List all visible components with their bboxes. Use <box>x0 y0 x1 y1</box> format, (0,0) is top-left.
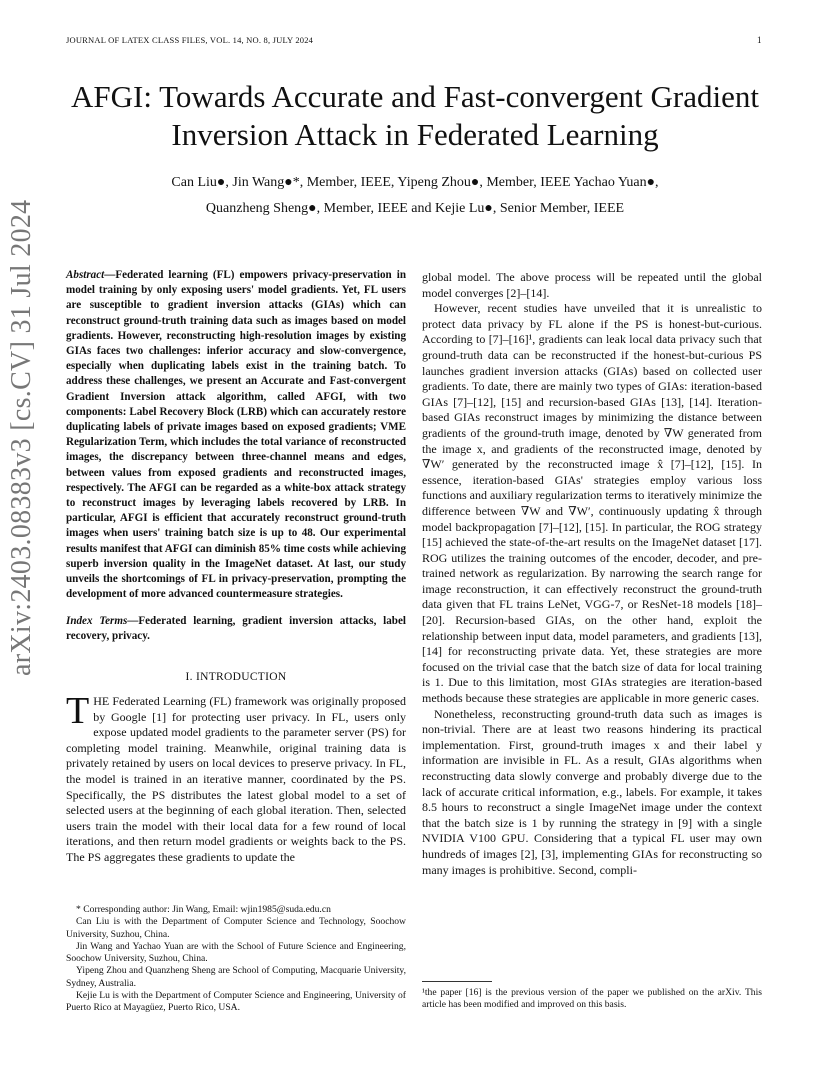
abstract-text: —Federated learning (FL) empowers privacy-preservation in model training by only exposing users' model gradients. Yet, FL users are susceptible to gradient inversion attacks (GIAs) which can reconstruct ground-truth training data such as images based on model gradients. However, reconstructing high-resolution images by existing GIAs faces two challenges: inferior accuracy and slow-convergence, especially when duplicating labels exist in the training batch. To address these challenges, we present an Accurate and Fast-convergent Gradient Inversion attack algorithm, called AFGI, with two components: Label Recovery Block (LRB) which can accurately restore duplicating labels of private images based on exposed gradients; VME Regularization Term, which includes the total variance of reconstructed images, the discrepancy between three-channel means and edges, between values from exposed gradients and reconstructed images, respectively. The AFGI can be regarded as a white-box attack strategy to reconstruct images by leveraging labels recovered by LRB. In particular, AFGI is efficient that accurately reconstruct ground-truth images when users' training batch size is up to 48. Our experimental results manifest that AFGI can diminish 85% time costs while achieving superb inversion quality in the ImageNet dataset. At last, our study unveils the shortcomings of FL in privacy-preservation, prompting the development of more advanced countermeasure strategies. <box>66 269 407 601</box>
intro-paragraph <box>66 690 406 866</box>
author-list <box>40 170 790 222</box>
index-terms <box>66 614 406 644</box>
section-heading: I. INTRODUCTION <box>185 671 287 683</box>
footnote: Can Liu is with the Department of Computer Science and Technology, Soochow University, Suzhou, China. <box>66 916 406 940</box>
abstract-label: Abstract <box>66 269 105 281</box>
footnote-rule <box>422 981 492 982</box>
index-terms-text: —Federated learning, gradient inversion attacks, label recovery, privacy. <box>66 615 406 643</box>
right-column-body <box>422 270 762 878</box>
footnote: * Corresponding author: Jin Wang, Email: wjin1985@suda.edu.cn <box>76 904 331 915</box>
intro-text: HE Federated Learning (FL) framework was originally proposed by Google [1] for protecting user privacy. In FL, users only expose updated model gradients to the parameter server (PS) for completing model training. Meanwhile, original training data is privately retained by users on local devices to preserve privacy. In FL, the model is trained in an iterative manner, coordinated by the PS. Specifically, the PS distributes the latest global model to a set of selected users at the beginning of each global iteration. Then, selected users train the model with their local data for a few round of local iterations, and then return model gradients or weights back to the PS. The PS aggregates these gradients to update the <box>66 694 406 864</box>
footnote: Jin Wang and Yachao Yuan are with the School of Future Science and Engineering, Soochow University, Suzhou, China. <box>66 940 406 965</box>
abstract <box>66 268 406 602</box>
drop-cap: T <box>66 690 90 732</box>
author-line-1: Can Liu●, Jin Wang●*, Member, IEEE, Yipeng Zhou●, Member, IEEE Yachao Yuan●, <box>171 175 659 190</box>
footnote: Yipeng Zhou and Quanzheng Sheng are School of Computing, Macquarie University, Sydney, Australia. <box>66 965 406 989</box>
right-footnote: ¹the paper [16] is the previous version of the paper we published on the arXiv. This article has been modified and improved on this basis. <box>422 987 762 1011</box>
arxiv-stamp: arXiv:2403.08383v3 [cs.CV] 31 Jul 2024 <box>6 199 37 676</box>
footnotes <box>66 904 406 1015</box>
footnote: Kejie Lu is with the Department of Computer Science and Engineering, University of Puerto Rico at Mayagüez, Puerto Rico, USA. <box>66 990 406 1014</box>
author-line-2: Quanzheng Sheng●, Member, IEEE and Kejie Lu●, Senior Member, IEEE <box>205 201 625 216</box>
body-paragraph: However, recent studies have unveiled that it is unrealistic to protect data privacy by FL alone if the PS is honest-but-curious. According to [7]–[16]¹, gradients can leak local data privacy such that ground-truth data can be reconstructed if the honest-but-curious PS launches gradient inversion attacks (GIAs) based on collected user gradients. To date, there are mainly two types of GIAs: iteration-based GIAs [7]–[12], [15] and recursion-based GIAs [13], [14]. Iteration-based GIAs reconstruct images by minimizing the distance between gradients of the ground-truth image, denoted by ∇W generated from the image x, and gradients of the reconstructed image, denoted by ∇W′ generated by the reconstructed image x̂ [7]–[12], [15]. In essence, iteration-based GIAs' strategies employ various loss functions and auxiliary regularization terms to iteratively minimize the difference between ∇W and ∇W′, continuously updating x̂ through model backpropagation [7]–[12], [15]. In particular, the ROG strategy [15] achieved the state-of-the-art results on the ImageNet dataset [17]. ROG utilizes the training outcomes of the encoder, decoder, and pre-trained network as regularization. By narrowing the search range for image reconstruction, it can effectively reconstruct the ground-truth data given that FL trains LeNet, VGG-7, or ResNet-18 models [18]–[20]. Recursion-based GIAs, on the other hand, exploit the relationship between input data, model parameters, and gradients [13], [14] for reconstructing private data. Yet, these strategies are more focused on the trivial case that the batch size of data for local training is 1. Due to this limitation, most GIAs strategies are iteration-based methods because these strategies are applicable in more generic cases. <box>422 301 762 706</box>
body-paragraph: global model. The above process will be repeated until the global model converges [2]–[14]. <box>422 270 762 300</box>
index-terms-label: Index Terms <box>66 615 128 627</box>
paper-title: AFGI: Towards Accurate and Fast-convergent Gradient Inversion Attack in Federated Learning <box>71 79 759 152</box>
body-paragraph: Nonetheless, reconstructing ground-truth data such as images is non-trivial. There are at least two reasons hindering its practical implementation. First, ground-truth images x and their label y information are invisible in FL. As a result, GIAs algorithms when reconstructing data slowly converge and probably diverge due to the lack of accurate critical information, e.g., labels. For example, it takes 8.5 hours to reconstruct a single ImageNet image under the context that the batch size is 1 by running the strategy in [9] with a single NVIDIA V100 GPU. Considering that a typical FL user may own hundreds of images [2], [3], implementing GIAs for reconstructing so many images is prohibitive. Second, compli- <box>422 706 762 877</box>
running-header: JOURNAL OF LATEX CLASS FILES, VOL. 14, NO. 8, JULY 2024 <box>66 35 314 45</box>
page-number: 1 <box>757 35 762 45</box>
